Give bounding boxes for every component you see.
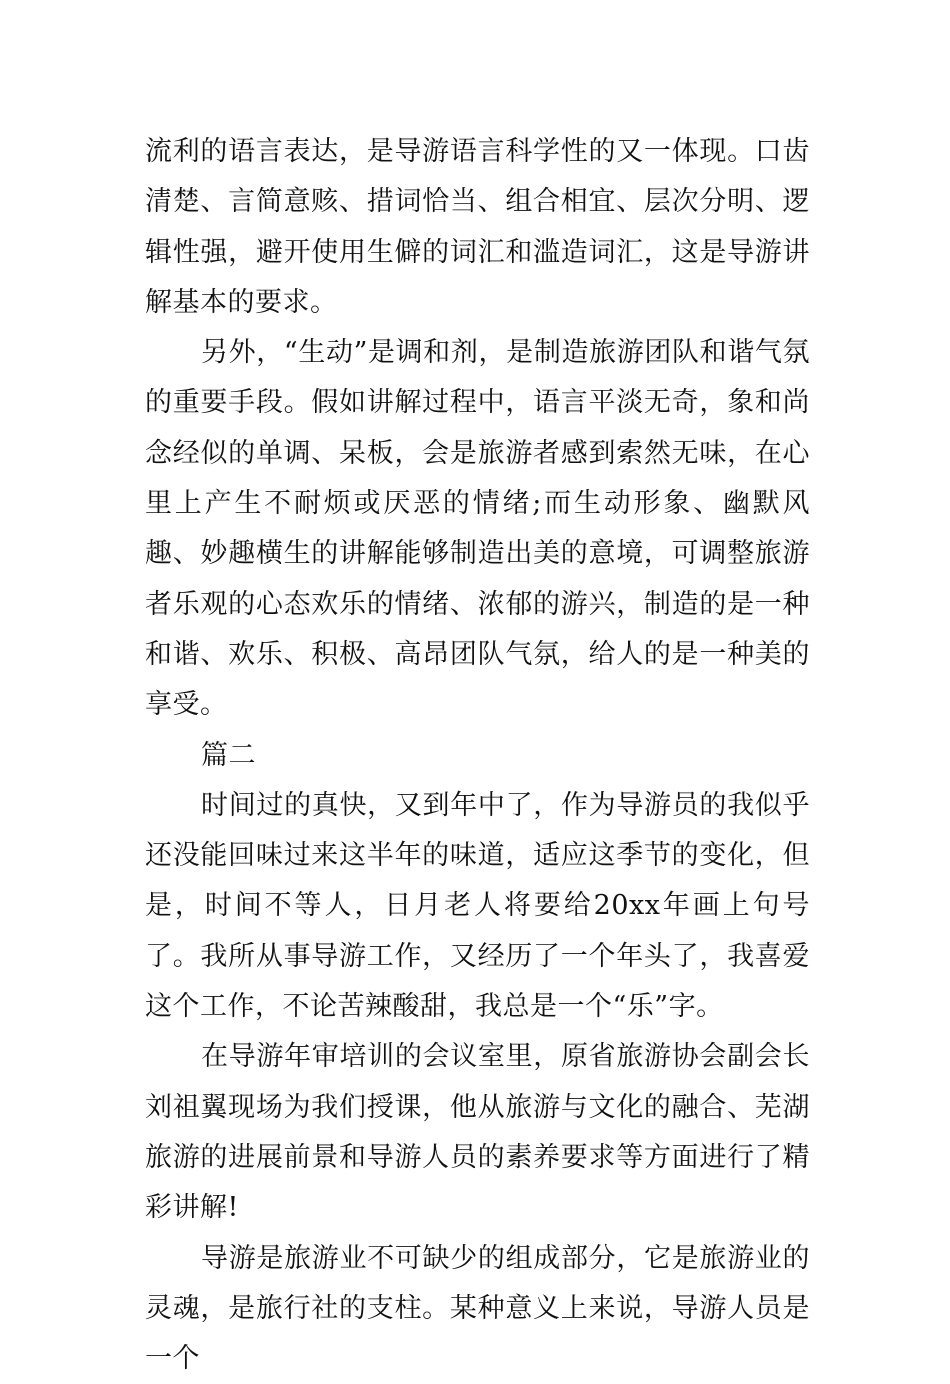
paragraph-time-flies: 时间过的真快，又到年中了，作为导游员的我似乎还没能回味过来这半年的味道，适应这季节的变化，但是，时间不等人，日月老人将要给20xx年画上句号了。我所从事导游工作，又经历了一个年头了，我喜爱这个工作，不论苦辣酸甜，我总是一个“乐”字。	[145, 789, 810, 1023]
section-title: 篇二	[201, 739, 256, 771]
document-body	[145, 127, 810, 1384]
paragraph-training-session: 在导游年审培训的会议室里，原省旅游协会副会长刘祖翼现场为我们授课，他从旅游与文化的融合、芜湖旅游的进展前景和导游人员的素养要求等方面进行了精彩讲解!	[145, 1041, 810, 1224]
paragraph-guide-role: 导游是旅游业不可缺少的组成部分，它是旅游业的灵魂，是旅行社的支柱。某种意义上来说，导游人员是一个	[145, 1242, 810, 1375]
paragraph-language-fluency: 流利的语言表达，是导游语言科学性的又一体现。口齿清楚、言简意赅、措词恰当、组合相宜、层次分明、逻辑性强，避开使用生僻的词汇和滥造词汇，这是导游讲解基本的要求。	[145, 136, 810, 318]
paragraph-vividness: 另外，“生动”是调和剂，是制造旅游团队和谐气氛的重要手段。假如讲解过程中，语言平淡无奇，象和尚念经似的单调、呆板，会是旅游者感到索然无味，在心里上产生不耐烦或厌恶的情绪;而生动形象、幽默风趣、妙趣横生的讲解能够制造出美的意境，可调整旅游者乐观的心态欢乐的情绪、浓郁的游兴，制造的是一种和谐、欢乐、积极、高昂团队气氛，给人的是一种美的享受。	[145, 337, 810, 721]
